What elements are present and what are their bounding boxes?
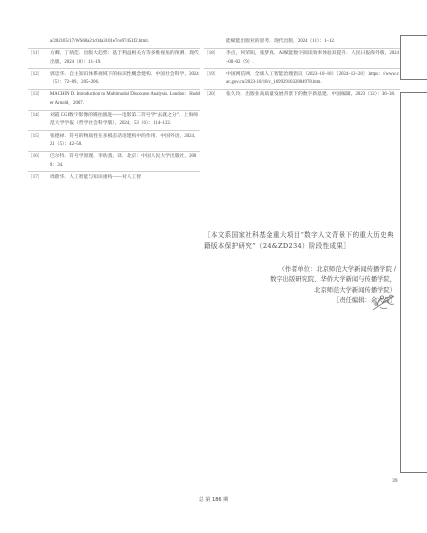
margin-rule: [400, 35, 427, 36]
reference-text: 李点，何荣阳，张梦真．AI赋能数字阅读效率体验双提升．人民日报海外版，2024–08–02（9）.: [226, 51, 399, 65]
reference-text: 方卿，丁靖佳．出版大趋势：基于利益相关方等多维视角的预测．现代出版，2024（8）：11–19.: [50, 51, 199, 65]
responsible-editor: ［责任编辑：余大品］: [333, 296, 396, 304]
margin-rule: [400, 35, 401, 79]
reference-number: ［13］: [28, 92, 43, 98]
reference-number: ［12］: [28, 71, 43, 77]
reference-number: ［17］: [28, 174, 43, 180]
reference-item: [28, 133, 200, 150]
reference-text: MACHIN D. Introduction to Multimodal Discourse Analysis. London：Hodder Arnold，2007.: [50, 92, 200, 106]
reference-item: [204, 38, 400, 46]
reference-text: 中国网信网．全球人工智能治理倡议（2023–10–18）［2024–12–28］.https：//www.cac.gov.cn/2023-10/18/c_1699291032884978.htm.: [226, 71, 399, 86]
affiliation-line: 数字出版研究院、华侨大学新闻与传播学院，: [270, 276, 396, 284]
reference-item: [204, 71, 400, 88]
affiliation-line: 北京师范大学新闻传播学院）: [314, 286, 396, 294]
reference-divider: [204, 89, 400, 90]
reference-number: ［20］: [204, 92, 219, 98]
reference-number: ［19］: [204, 71, 219, 77]
reference-number: ［11］: [28, 51, 43, 57]
reference-item: [28, 71, 200, 88]
reference-number: ［18］: [204, 51, 219, 57]
reference-text: 张德禄．符号的物质性在多模态话语建构中的作用．中国外语，2024，21（5）：42–50.: [50, 133, 199, 147]
reference-item: [204, 50, 400, 67]
reference-divider: [28, 110, 200, 111]
reference-number: ［15］: [28, 133, 43, 139]
reference-number: ［14］: [28, 113, 43, 119]
issue-footer: 总 第 186 期: [198, 497, 229, 503]
funding-note: ［本文系国家社科基金重大项目“数字人文背景下的重大历史典籍版本保护研究”（24&ZD234）阶段性成果］: [204, 231, 394, 250]
reference-text: a/202105/17/WS60a21c04a3101e7ce97451f2.html.: [50, 39, 149, 44]
reference-list-left: [28, 38, 200, 182]
reference-number: ［16］: [28, 154, 43, 160]
reference-divider: [204, 48, 400, 49]
reference-divider: [204, 68, 400, 69]
margin-rule: [400, 92, 427, 93]
margin-rule: [400, 79, 427, 80]
reference-item: [204, 91, 400, 99]
reference-divider: [28, 68, 200, 69]
page-number: 39: [392, 478, 398, 484]
reference-item: [28, 91, 200, 108]
reference-text: 刘霞 CGI数字影像的媒拍演进——电影第二符号学“去就之分”．上海师范大学学报（哲学社会科学版），2024，53（6）：114–122.: [50, 113, 199, 127]
reference-item: [28, 153, 200, 170]
reference-item: [28, 50, 200, 67]
reference-text: 能赋能出版业的思考．现代出版，2024（11）：1–12.: [226, 39, 335, 44]
reference-divider: [28, 151, 200, 152]
reference-divider: [28, 171, 200, 172]
margin-rule: [400, 92, 401, 472]
reference-list-right: [204, 38, 400, 100]
reference-text: 张久玲．出版业高质量发展背景下的数字新基建．中国编辑，2023（12）：36–38.: [226, 92, 396, 98]
reference-divider: [28, 48, 200, 49]
floral-ornament-icon: [370, 290, 397, 314]
reference-item: [28, 112, 200, 129]
author-affiliation: [204, 265, 396, 306]
reference-divider: [28, 89, 200, 90]
reference-item: [28, 174, 200, 182]
reference-divider: [28, 130, 200, 131]
reference-item: [28, 38, 200, 46]
reference-text: 郭忠华．自主知识体系视域下的标识性概念建构．中国社会科学，2024（5）：72–89，205–206.: [50, 71, 199, 86]
reference-text: 周蔚华．人工智能与知识重构——对人工智: [50, 174, 142, 180]
margin-rule: [400, 472, 427, 473]
affiliation-line: （作者单位：北京师范大学新闻传播学院 /: [278, 266, 396, 273]
reference-text: 巴尔特．符号学原理．李幼蒸，译．北京：中国人民大学出版社，2008：34.: [50, 154, 197, 168]
